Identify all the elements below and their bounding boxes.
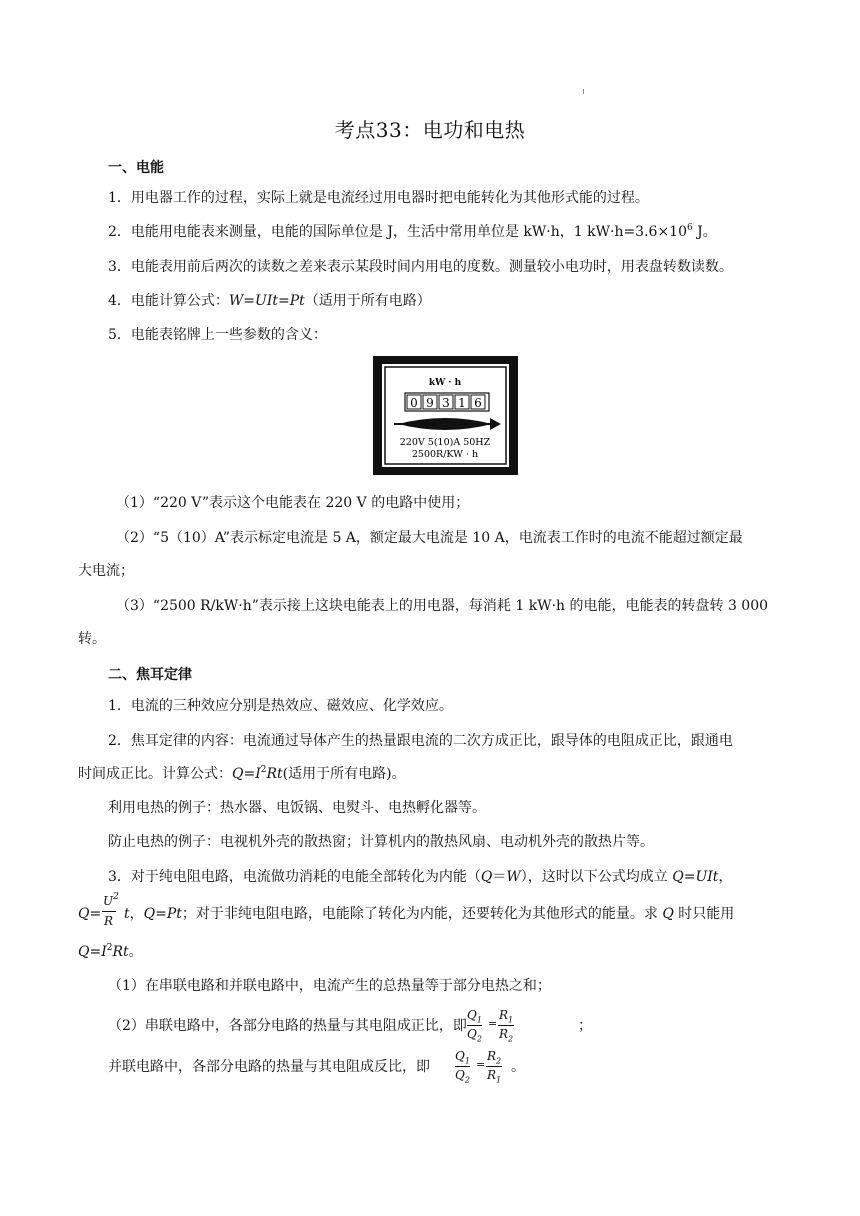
meter-digit: 9 <box>426 396 434 410</box>
fraction-q1-over-q2: $Q_1$ $Q_2$ <box>455 1049 470 1085</box>
sub-point-3-end: 。 <box>511 1059 525 1075</box>
sub-point-1: （1）在串联电路和并联电路中，电流产生的总热量等于部分电热之和； <box>108 978 551 994</box>
fraction-r1-over-r2: $R_1$ $R_2$ <box>499 1008 514 1044</box>
meter-unit-label: kW · h <box>428 378 462 388</box>
note-2-continued: 大电流； <box>78 563 134 579</box>
meter-spec-line-2: 2500R/KW · h <box>411 449 479 460</box>
fraction-u2-over-r: $U^2$ R <box>103 892 119 928</box>
meter-digit: 0 <box>410 396 418 410</box>
meter-digit: 3 <box>442 396 450 410</box>
section-heading-joule-law: 二、焦耳定律 <box>108 667 192 683</box>
formula-q-equals: Q= <box>78 906 102 922</box>
paragraph-2-3-continued: t，Q=Pt；对于非纯电阻电路，电能除了转化为内能，还要转化为其他形式的能量。求 Q 时只能用 <box>124 906 735 922</box>
electric-meter-image <box>372 355 519 476</box>
sub-point-3: 并联电路中，各部分电路的热量与其电阻成反比，即 <box>108 1059 430 1075</box>
paragraph-1-1: 1．用电器工作的过程，实际上就是电流经过用电器时把电能转化为其他形式能的过程。 <box>108 190 649 206</box>
paragraph-2-2: 2．焦耳定律的内容：电流通过导体产生的热量跟电流的二次方成正比，跟导体的电阻成正比，跟通电 <box>108 733 733 749</box>
sub-point-2-end: ； <box>578 1018 592 1034</box>
meter-digit-counter <box>405 393 489 411</box>
note-1: （1）“220 V”表示这个电能表在 220 V 的电路中使用； <box>116 495 470 511</box>
sub-point-2: （2）串联电路中，各部分电路的热量与其电阻成正比，即 <box>108 1018 467 1034</box>
ratio-equals: = <box>476 1058 486 1071</box>
ratio-equals: = <box>488 1017 498 1030</box>
example-use-heat: 利用电热的例子：热水器、电饭锅、电熨斗、电热孵化器等。 <box>108 800 486 816</box>
example-prevent-heat: 防止电热的例子：电视机外壳的散热窗；计算机内的散热风扇、电动机外壳的散热片等。 <box>108 834 654 850</box>
note-3: （3）“2500 R/kW·h”表示接上这块电能表上的用电器，每消耗 1 kW·h 的电能，电能表的转盘转 3 000 <box>116 598 769 614</box>
paragraph-1-4: 4．电能计算公式：W=UIt=Pt（适用于所有电路） <box>108 293 431 309</box>
paragraph-2-2-continued: 时间成正比。计算公式：$Q=I^2Rt$(适用于所有电路)。 <box>78 765 406 782</box>
header-tick <box>583 89 584 94</box>
meter-digit: 6 <box>474 396 482 410</box>
note-3-continued: 转。 <box>78 631 106 647</box>
meter-digit: 1 <box>458 396 466 410</box>
formula-q-i2rt: $Q=I^2Rt$。 <box>78 943 143 960</box>
paragraph-2-3: 3．对于纯电阻电路，电流做功消耗的电能全部转化为内能（Q＝W），这时以下公式均成立 Q=UIt， <box>108 869 733 885</box>
fraction-q1-over-q2: $Q_1$ $Q_2$ <box>467 1008 482 1044</box>
paragraph-1-2: 2．电能用电能表来测量，电能的国际单位是 J，生活中常用单位是 kW·h，1 $kW\cdot h=3.6\times 10^6$ J。 <box>108 223 717 240</box>
note-2: （2）“5（10）A”表示标定电流是 5 A，额定最大电流是 10 A，电流表工作时的电流不能超过额定最 <box>116 530 743 546</box>
paragraph-1-3: 3．电能表用前后两次的读数之差来表示某段时间内用电的度数。测量较小电功时，用表盘转数读数。 <box>108 259 733 275</box>
page-title: 考点33：电功和电热 <box>334 118 526 142</box>
paragraph-2-1: 1．电流的三种效应分别是热效应、磁效应、化学效应。 <box>108 698 453 714</box>
meter-spec-line-1: 220V 5(10)A 50HZ <box>399 437 491 448</box>
section-heading-electric-energy: 一、电能 <box>108 160 164 176</box>
fraction-r2-over-r1: $R_2$ $R_1$ <box>487 1049 502 1085</box>
paragraph-1-5: 5．电能表铭牌上一些参数的含义： <box>108 327 327 343</box>
